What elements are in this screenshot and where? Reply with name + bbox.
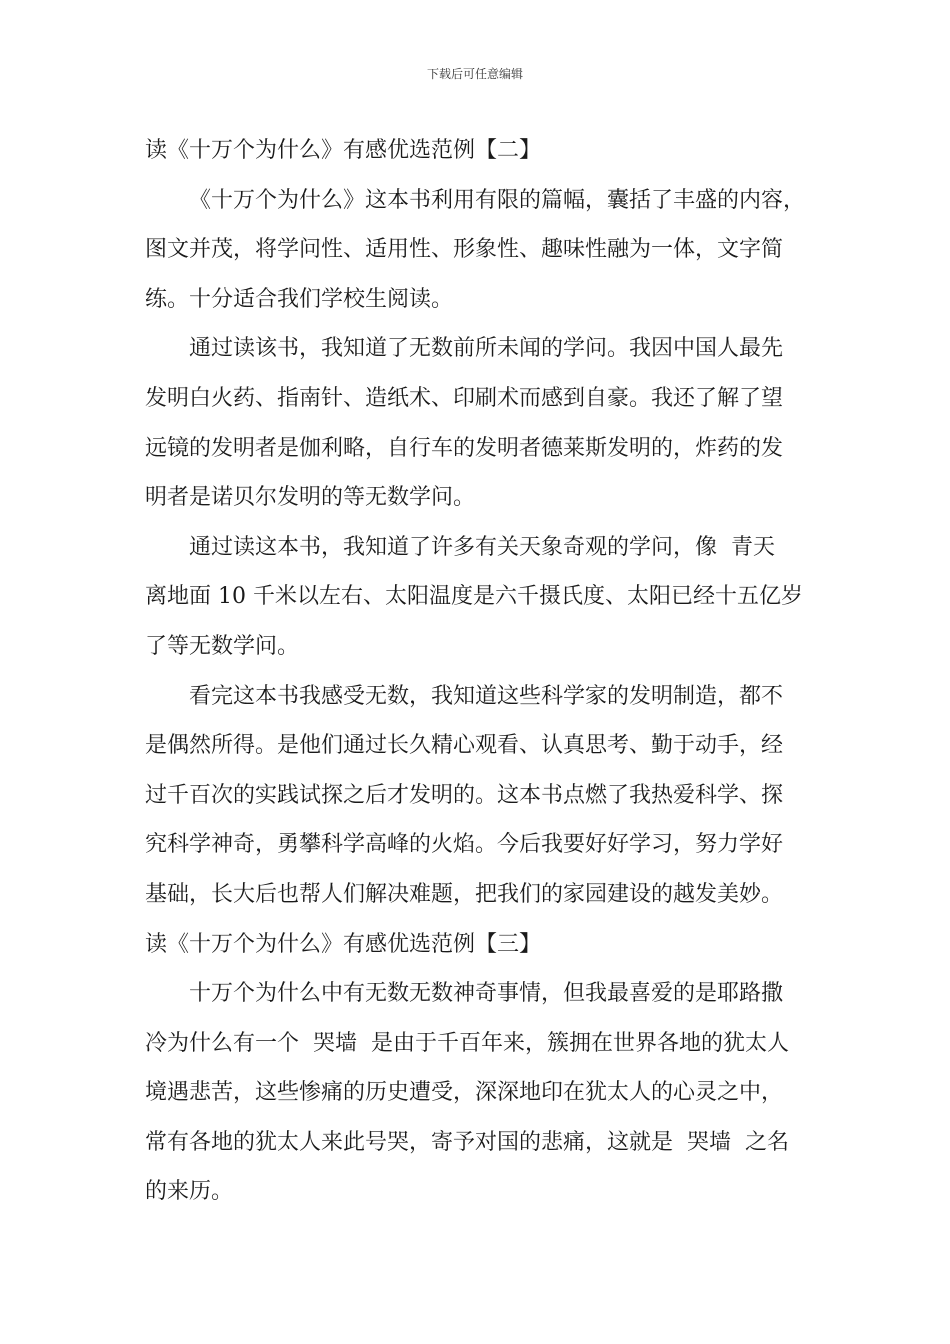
paragraph-line: 常有各地的犹太人来此号哭，寄予对国的悲痛，这就是 哭墙 之名: [145, 1129, 789, 1155]
paragraph-line: 了等无数学问。: [145, 633, 300, 659]
paragraph-line: 通过读这本书，我知道了许多有关天象奇观的学问，像 青天: [189, 534, 775, 560]
paragraph-line: 的来历。: [145, 1179, 234, 1205]
paragraph-line: 十万个为什么中有无数无数神奇事情，但我最喜爱的是耶路撒: [189, 981, 784, 1007]
paragraph-line: 基础，长大后也帮人们解决难题，把我们的家园建设的越发美妙。: [145, 881, 784, 907]
paragraph-line: 离地面 10 千米以左右、太阳温度是六千摄氏度、太阳已经十五亿岁: [145, 584, 803, 610]
paragraph-line: 远镜的发明者是伽利略，自行车的发明者德莱斯发明的，炸药的发: [145, 435, 784, 461]
paragraph: [145, 969, 807, 1217]
paragraph-line: 通过读该书，我知道了无数前所未闻的学问。我因中国人最先: [189, 336, 784, 362]
paragraph-line: 冷为什么有一个 哭墙 是由于千百年来，簇拥在世界各地的犹太人: [145, 1030, 789, 1056]
paragraph: [145, 523, 807, 672]
paragraph-line: 究科学神奇，勇攀科学高峰的火焰。今后我要好好学习，努力学好: [145, 832, 784, 858]
paragraph-line: 境遇悲苦，这些惨痛的历史遭受，深深地印在犹太人的心灵之中，: [145, 1080, 784, 1106]
section-heading: 读《十万个为什么》有感优选范例【二】: [145, 138, 542, 163]
paragraph-line: 是偶然所得。是他们通过长久精心观看、认真思考、勤于动手，经: [145, 733, 784, 759]
paragraph-line: 图文并茂，将学问性、适用性、形象性、趣味性融为一体，文字简: [145, 237, 784, 263]
document-body: [145, 126, 807, 1217]
paragraph: [145, 176, 807, 325]
paragraph-line: 明者是诺贝尔发明的等无数学问。: [145, 485, 476, 511]
page-header: 下载后可任意编辑: [426, 67, 523, 81]
paragraph-line: 发明白火药、指南针、造纸术、印刷术而感到自豪。我还了解了望: [145, 385, 784, 411]
paragraph-line: 《十万个为什么》这本书利用有限的篇幅，囊括了丰盛的内容，: [189, 187, 806, 213]
paragraph-line: 看完这本书我感受无数，我知道这些科学家的发明制造，都不: [189, 683, 784, 709]
paragraph-line: 练。十分适合我们学校生阅读。: [145, 286, 454, 312]
section-example-two: [145, 126, 807, 920]
section-heading: 读《十万个为什么》有感优选范例【三】: [145, 931, 542, 957]
section-example-three: [145, 920, 807, 1218]
paragraph-line: 过千百次的实践试探之后才发明的。这本书点燃了我热爱科学、探: [145, 782, 784, 808]
paragraph: [145, 672, 807, 920]
paragraph: [145, 324, 807, 522]
